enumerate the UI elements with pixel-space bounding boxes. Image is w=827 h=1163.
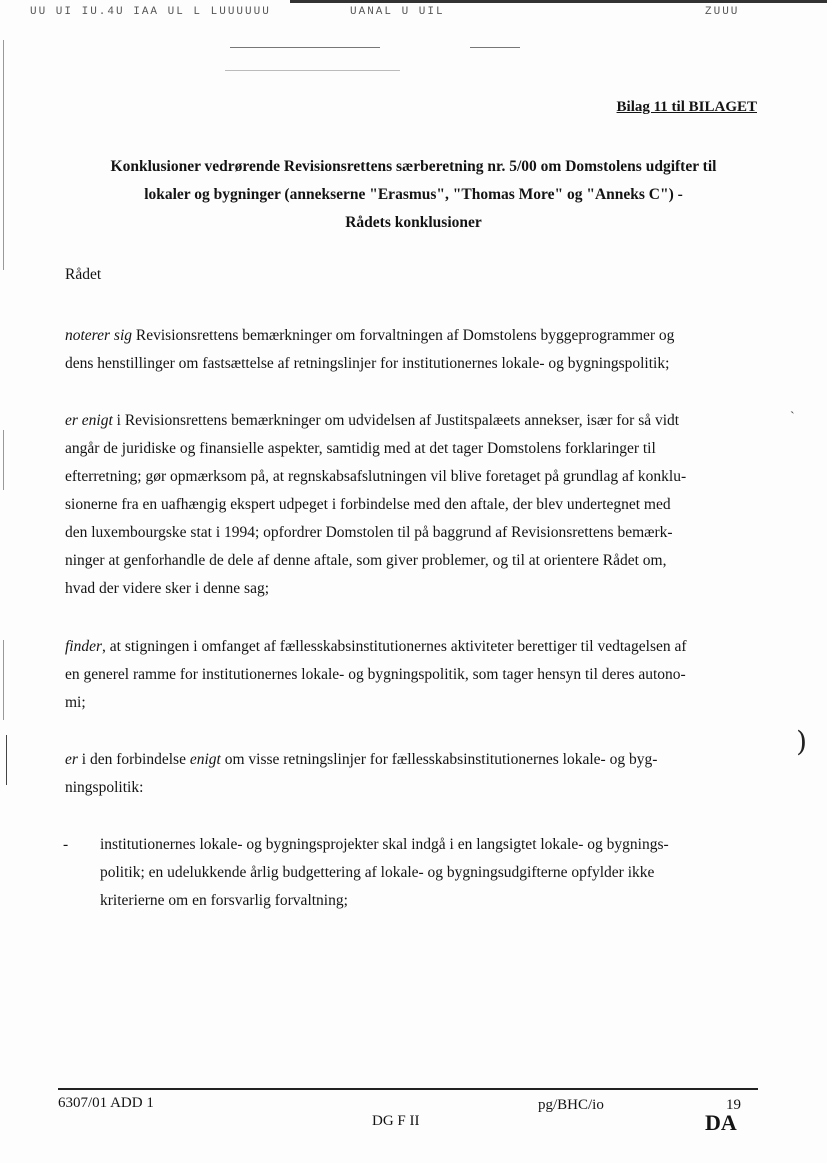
paragraph-agrees bbox=[65, 407, 755, 603]
paragraph-text: , at stigningen i omfanget af fællesskabsinstitutionernes aktiviteter berettiger til vedtagelsen af bbox=[102, 638, 687, 655]
subject-heading: Rådet bbox=[65, 266, 102, 283]
paragraph-text: dens henstillinger om fastsættelse af retningslinjer for institutionernes lokale- og bygningspolitik; bbox=[65, 355, 670, 372]
paragraph-text: sionerne fra en uafhængig ekspert udpeget i forbindelse med den aftale, der blev undertegnet med bbox=[65, 496, 671, 513]
margin-mark bbox=[6, 735, 7, 785]
footer-initials: pg/BHC/io bbox=[538, 1097, 604, 1113]
paragraph-lead-verb: finder bbox=[65, 638, 103, 655]
bullet-text: politik; en udelukkende årlig budgettering af lokale- og bygningsudgifterne opfylder ikke bbox=[100, 864, 655, 881]
fax-header-left: UU UI IU.4U IAA UL L LUUUUUU bbox=[30, 6, 271, 18]
paragraph-text: mi; bbox=[65, 694, 86, 711]
bullet-dash: - bbox=[63, 836, 69, 853]
document-title bbox=[60, 153, 767, 237]
bullet-text: kriterierne om en forsvarlig forvaltning; bbox=[100, 892, 348, 909]
paragraph-text: efterretning; gør opmærksom på, at regnskabsafslutningen vil blive foretaget på grundlag af konklu- bbox=[65, 468, 687, 485]
paragraph-text: angår de juridiske og finansielle aspekter, samtidig med at det tager Domstolens forklaringer til bbox=[65, 440, 656, 457]
annex-label: Bilag 11 til BILAGET bbox=[616, 99, 757, 115]
footer-doc-ref: 6307/01 ADD 1 bbox=[58, 1095, 154, 1111]
paragraph-text: om visse retningslinjer for fællesskabsinstitutionernes lokale- og byg- bbox=[220, 751, 658, 768]
paragraph-guidelines bbox=[65, 746, 755, 802]
paragraph-notes bbox=[65, 322, 755, 378]
paragraph-lead-verb: noterer sig bbox=[65, 327, 133, 344]
paragraph-lead-verb: enigt bbox=[189, 751, 221, 768]
fax-rule bbox=[470, 47, 520, 48]
margin-bracket-mark: ) bbox=[796, 725, 807, 758]
margin-mark bbox=[3, 640, 4, 720]
fax-rule bbox=[230, 47, 380, 48]
fax-top-rule bbox=[290, 0, 827, 3]
footer-dg: DG F II bbox=[372, 1113, 420, 1129]
bullet-text: institutionernes lokale- og bygningsprojekter skal indgå i en langsigtet lokale- og bygnings- bbox=[100, 836, 669, 853]
footer-page-number: 19 bbox=[726, 1097, 741, 1113]
bullet-item bbox=[100, 831, 760, 915]
footer-rule bbox=[58, 1088, 758, 1090]
paragraph-finds bbox=[65, 633, 755, 717]
fax-header-right: ZUUU bbox=[705, 6, 740, 18]
paragraph-text: en generel ramme for institutionernes lokale- og bygningspolitik, som tager hensyn til deres autono- bbox=[65, 666, 686, 683]
title-line: lokaler og bygninger (annekserne "Erasmus", "Thomas More" og "Anneks C") - bbox=[144, 186, 683, 203]
paragraph-text: ningspolitik: bbox=[65, 779, 144, 796]
margin-mark bbox=[3, 430, 4, 490]
margin-mark bbox=[3, 40, 4, 270]
paragraph-text: Revisionsrettens bemærkninger om forvaltningen af Domstolens byggeprogrammer og bbox=[132, 327, 675, 344]
fax-header bbox=[30, 6, 790, 20]
title-line: Rådets konklusioner bbox=[345, 214, 482, 231]
title-line: Konklusioner vedrørende Revisionsrettens særberetning nr. 5/00 om Domstolens udgifter til bbox=[110, 158, 717, 175]
margin-tick-mark: ` bbox=[790, 410, 795, 425]
paragraph-text: hvad der videre sker i denne sag; bbox=[65, 580, 270, 597]
paragraph-text: ninger at genforhandle de dele af denne aftale, som giver problemer, og til at orientere Rådet om, bbox=[65, 552, 667, 569]
paragraph-lead-verb: er bbox=[65, 751, 78, 768]
fax-header-middle: UANAL U UIL bbox=[350, 6, 445, 18]
paragraph-text: den luxembourgske stat i 1994; opfordrer Domstolen til på baggrund af Revisionsrettens bemærk- bbox=[65, 524, 673, 541]
paragraph-lead-verb: er enigt bbox=[65, 412, 113, 429]
footer-language: DA bbox=[705, 1110, 737, 1135]
fax-rule bbox=[225, 70, 400, 71]
paragraph-text: i Revisionsrettens bemærkninger om udvidelsen af Justitspalæets annekser, især for så vidt bbox=[112, 412, 680, 429]
paragraph-text: i den forbindelse bbox=[77, 751, 190, 768]
